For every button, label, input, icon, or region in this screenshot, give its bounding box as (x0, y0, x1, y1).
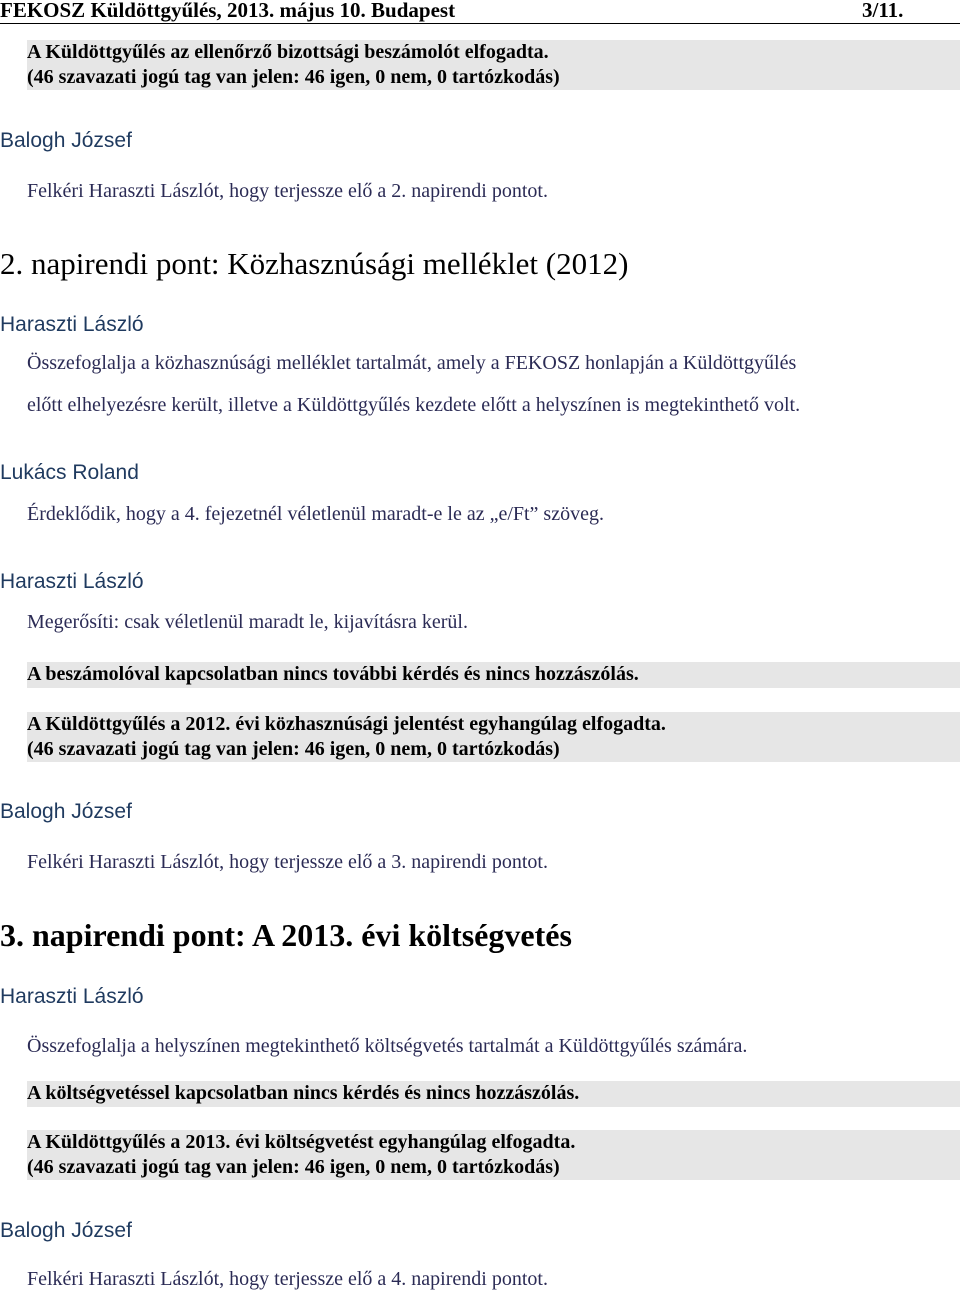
resolution-box (27, 40, 960, 90)
speech-text: Felkéri Haraszti Lászlót, hogy terjessze elő a 2. napirendi pontot. (27, 180, 548, 202)
speech-text: Érdeklődik, hogy a 4. fejezetnél véletlenül maradt-e le az „e/Ft” szöveg. (27, 503, 604, 525)
speech-text: Felkéri Haraszti Lászlót, hogy terjessze elő a 4. napirendi pontot. (27, 1268, 548, 1290)
speaker-name: Balogh József (0, 129, 132, 152)
vote-count-line: (46 szavazati jogú tag van jelen: 46 igen, 0 nem, 0 tartózkodás) (27, 738, 560, 760)
speaker-name: Haraszti László (0, 570, 144, 593)
speech-text: Felkéri Haraszti Lászlót, hogy terjessze elő a 3. napirendi pontot. (27, 851, 548, 873)
agenda-item-heading: 2. napirendi pont: Közhasznúsági melléklet (2012) (0, 246, 629, 281)
document-header-title: FEKOSZ Küldöttgyűlés, 2013. május 10. Budapest (0, 0, 456, 22)
agenda-item-heading: 3. napirendi pont: A 2013. évi költségvetés (0, 917, 572, 953)
vote-count-line: (46 szavazati jogú tag van jelen: 46 igen, 0 nem, 0 tartózkodás) (27, 66, 560, 88)
resolution-line: A Küldöttgyűlés a 2012. évi közhasznúsági jelentést egyhangúlag elfogadta. (27, 713, 666, 735)
speech-text-line: előtt elhelyezésre került, illetve a Küldöttgyűlés kezdete előtt a helyszínen is megtekinthető volt. (27, 394, 801, 416)
resolution-line: A költségvetéssel kapcsolatban nincs kérdés és nincs hozzászólás. (27, 1082, 580, 1104)
speaker-name: Balogh József (0, 800, 132, 823)
header-divider (0, 23, 960, 24)
speaker-name: Haraszti László (0, 985, 144, 1008)
resolution-box (27, 662, 960, 688)
resolution-box (27, 1081, 960, 1107)
speaker-name: Haraszti László (0, 313, 144, 336)
speech-text: Összefoglalja a helyszínen megtekinthető költségvetés tartalmát a Küldöttgyűlés számára. (27, 1035, 748, 1057)
resolution-line: A beszámolóval kapcsolatban nincs további kérdés és nincs hozzászólás. (27, 663, 639, 685)
resolution-box (27, 712, 960, 762)
resolution-line: A Küldöttgyűlés a 2013. évi költségvetést egyhangúlag elfogadta. (27, 1131, 576, 1153)
page-number: 3/11. (862, 0, 904, 22)
resolution-box (27, 1130, 960, 1180)
vote-count-line: (46 szavazati jogú tag van jelen: 46 igen, 0 nem, 0 tartózkodás) (27, 1156, 560, 1178)
speaker-name: Lukács Roland (0, 461, 139, 484)
speech-text-line: Összefoglalja a közhasznúsági melléklet tartalmát, amely a FEKOSZ honlapján a Küldöttgyűlés (27, 352, 797, 374)
speaker-name: Balogh József (0, 1219, 132, 1242)
speech-text: Megerősíti: csak véletlenül maradt le, kijavításra kerül. (27, 611, 468, 633)
resolution-line: A Küldöttgyűlés az ellenőrző bizottsági beszámolót elfogadta. (27, 41, 549, 63)
